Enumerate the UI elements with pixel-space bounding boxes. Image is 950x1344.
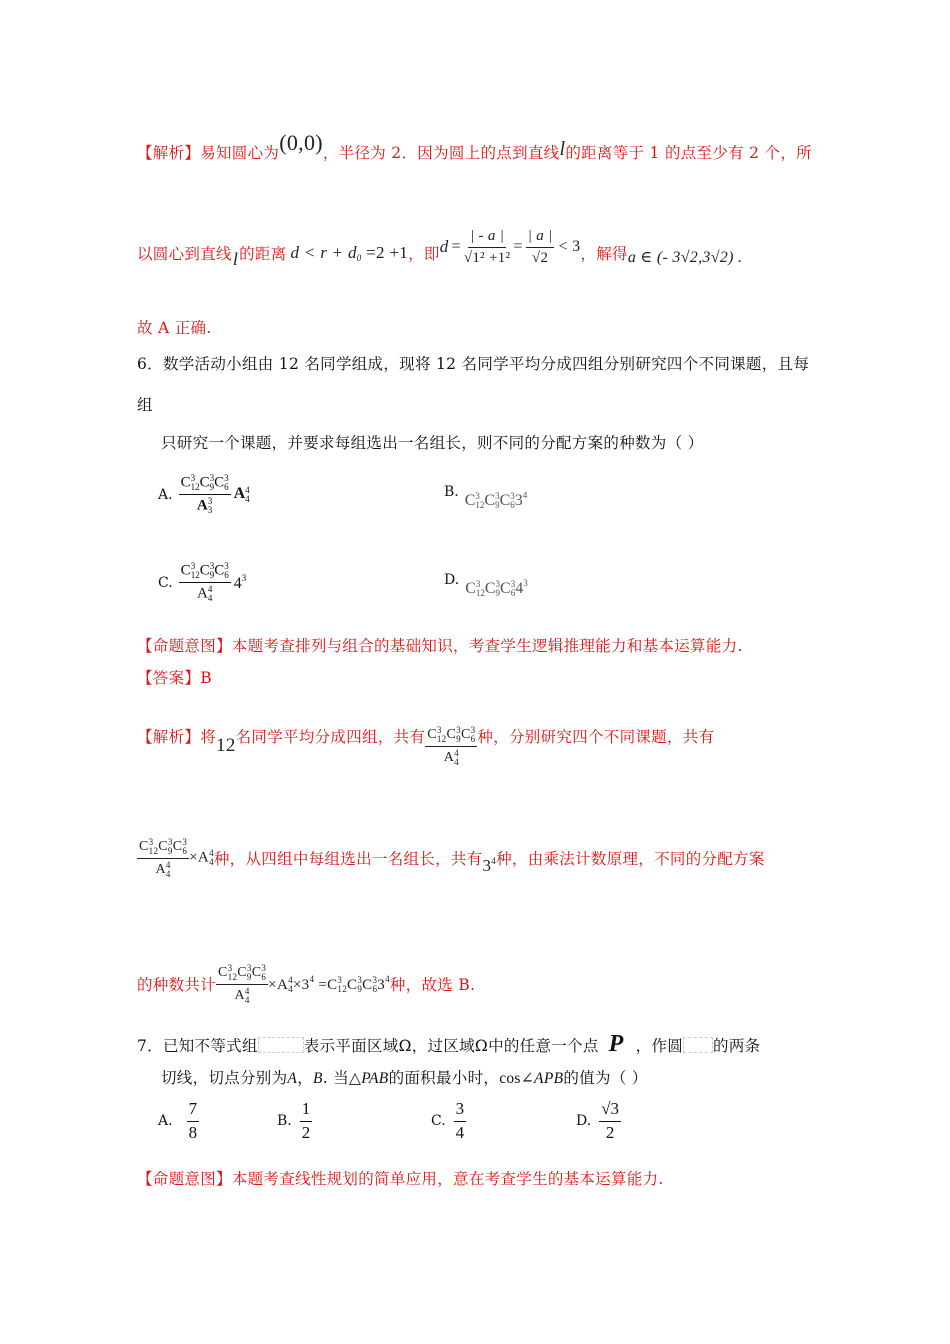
text: 7．已知不等式组 xyxy=(137,1036,258,1055)
question-6-line2: 组 xyxy=(137,396,153,414)
intent-text: 本题考查排列与组合的基础知识，考查学生逻辑推理能力和基本运算能力. xyxy=(231,637,743,655)
point-a: A xyxy=(287,1070,298,1087)
text: 以圆心到直线 xyxy=(137,245,232,263)
solution-tag: 【解析】 xyxy=(137,144,201,162)
text: 种，从四组中每组选出一名组长，共有 xyxy=(213,850,483,868)
line-l: l xyxy=(559,138,566,160)
question-7-line1 xyxy=(137,1031,760,1058)
text: 易知圆心为 xyxy=(200,144,280,162)
option-c-value: $\frac{3}{4}$ xyxy=(455,1099,465,1142)
q6-option-d[interactable] xyxy=(444,572,528,598)
circle-equation-image xyxy=(683,1037,713,1053)
q6-option-c[interactable] xyxy=(158,562,246,603)
number-12: 12 xyxy=(216,735,236,756)
point-p: P xyxy=(608,1031,624,1057)
q7-option-b[interactable] xyxy=(277,1100,312,1142)
option-label: C. xyxy=(431,1113,446,1130)
triangle-pab: PAB xyxy=(361,1070,389,1087)
q6-intent xyxy=(137,634,743,656)
option-d-formula: C 3 12 C 3 9 C 3 6 $4^3$ xyxy=(465,578,528,599)
text: 的两条 xyxy=(713,1036,761,1055)
text: ，作圆 xyxy=(635,1036,684,1055)
text: 的面积最小时， xyxy=(388,1069,500,1087)
text: ，即 xyxy=(408,245,440,263)
solution-interval: a ∈ (- 3√2,3√2) . xyxy=(627,249,743,266)
q7-option-c[interactable] xyxy=(431,1100,466,1142)
inequality-system-image xyxy=(258,1037,304,1053)
text: ，解得 xyxy=(580,245,628,263)
q6-solution-line1 xyxy=(137,708,715,767)
distance-formula: d = $\frac{| - a |}{\text{√1² +1²}}$ = $\frac{| a |}{√2}$ < 3 xyxy=(439,228,581,266)
assignment-formula: C 3 12 C 3 9 C 3 6 A 4 4 xyxy=(139,836,188,879)
text: . 当△ xyxy=(322,1069,362,1087)
option-label: D. xyxy=(444,572,460,588)
text: 表示平面区域Ω，过区域Ω中的任意一个点 xyxy=(303,1036,599,1055)
option-a-factor: A 4 4 xyxy=(233,484,250,504)
cos-angle: cos∠ xyxy=(499,1070,535,1087)
q6-solution-line2 xyxy=(137,830,765,886)
q7-intent xyxy=(137,1167,664,1189)
option-label: B. xyxy=(277,1113,292,1130)
text: 种，故选 B. xyxy=(389,976,476,994)
point-b: B xyxy=(313,1070,323,1087)
angle-apb: APB xyxy=(534,1070,564,1087)
q6-option-b[interactable] xyxy=(444,484,527,510)
text: 将 xyxy=(200,728,217,746)
solution-tag: 【解析】 xyxy=(137,728,201,746)
grouping-formula: C 3 12 C 3 9 C 3 6 A 4 4 xyxy=(427,724,476,767)
answer-value: B xyxy=(200,669,212,687)
q6-solution-line3 xyxy=(137,956,475,1012)
option-d-value: $\frac{√3}{2}$ xyxy=(601,1099,620,1142)
power-3-4: $3^4$ xyxy=(482,856,497,875)
option-b-formula: C 3 12 C 3 9 C 3 6 $3^4$ xyxy=(464,490,528,511)
option-label: A. xyxy=(158,1113,173,1130)
line-l: l xyxy=(232,248,239,269)
option-label: D. xyxy=(576,1113,592,1130)
option-label: A. xyxy=(158,486,173,503)
circle-center: (0,0) xyxy=(279,130,323,155)
option-a-value: $\frac{7}{8}$ xyxy=(188,1099,198,1142)
q6-answer xyxy=(137,666,212,688)
text: 的种数共计 xyxy=(137,976,217,994)
question-6-line1: 6．数学活动小组由 12 名同学组成，现将 12 名同学平均分成四组分别研究四个不同课题，且每 xyxy=(137,355,810,373)
conclusion-text: 故 A 正确. xyxy=(137,319,212,337)
option-label: C. xyxy=(158,574,173,591)
total-product: ×A 4 4 $\times 3^4 =C$ 3 12 C 3 9 C 3 6 $3^4$ xyxy=(268,973,390,995)
text: ，半径为 2．因为圆上的点到直线 xyxy=(322,144,560,162)
q6-option-a[interactable] xyxy=(158,474,250,515)
text: 种，由乘法计数原理，不同的分配方案 xyxy=(496,850,765,868)
option-b-value: $\frac{1}{2}$ xyxy=(301,1099,311,1142)
text: 名同学平均分成四组，共有 xyxy=(235,728,426,746)
option-c-formula: C 3 12 C 3 9 C 3 6 A 4 4 xyxy=(180,561,229,603)
intent-text: 本题考查线性规划的简单应用，意在考查学生的基本运算能力. xyxy=(231,1170,664,1188)
times-a44: ×A 4 4 xyxy=(189,848,214,867)
solution-paragraph-line2 xyxy=(137,226,742,280)
question-6-line3: 只研究一个课题，并要求每组选出一名组长，则不同的分配方案的种数为（ ） xyxy=(161,434,704,452)
total-formula: C 3 12 C 3 9 C 3 6 A 4 4 xyxy=(218,962,267,1005)
option-label: B. xyxy=(444,484,459,500)
q7-option-a[interactable] xyxy=(158,1100,199,1142)
answer-tag: 【答案】 xyxy=(137,669,201,687)
solution-paragraph-line1 xyxy=(137,130,812,164)
intent-tag: 【命题意图】 xyxy=(137,1170,232,1188)
intent-tag: 【命题意图】 xyxy=(137,637,232,655)
option-a-formula: C 3 12 C 3 9 C 3 6 A 3 3 xyxy=(180,473,229,515)
question-7-line2: 切线，切点分别为A，B. 当△PAB的面积最小时，cos∠APB的值为（ ） xyxy=(161,1069,648,1087)
option-c-factor: $4^3$ xyxy=(233,572,247,592)
text: 种，分别研究四个不同课题，共有 xyxy=(477,728,715,746)
q7-option-d[interactable] xyxy=(576,1100,621,1142)
text: 的值为（ ） xyxy=(563,1069,648,1087)
text: 的距离 xyxy=(239,245,287,263)
text: 的距离等于 1 的点至少有 2 个，所 xyxy=(565,144,812,162)
distance-inequality: $d < r + d_0 =2 +1$ xyxy=(290,243,409,263)
text: 切线，切点分别为 xyxy=(161,1069,288,1087)
